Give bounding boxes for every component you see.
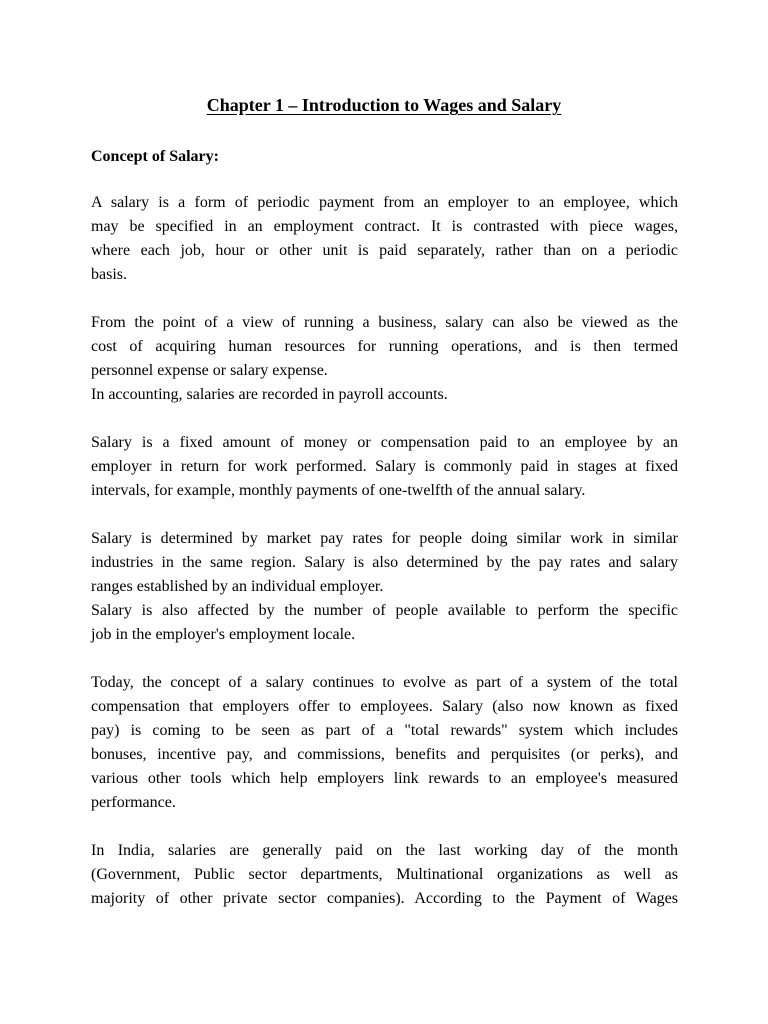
paragraph-line: where each job, hour or other unit is paid separately, rather than on a periodic (91, 242, 678, 259)
paragraph-line: job in the employer's employment locale. (91, 626, 356, 643)
paragraph-line: Salary is a fixed amount of money or compensation paid to an employee by an (91, 434, 678, 451)
paragraph-line: In India, salaries are generally paid on the last working day of the month (91, 842, 678, 859)
paragraph-line: In accounting, salaries are recorded in payroll accounts. (91, 386, 448, 403)
paragraph-line: Today, the concept of a salary continues to evolve as part of a system of the total (91, 674, 678, 691)
paragraph-line: compensation that employers offer to employees. Salary (also now known as fixed (91, 698, 678, 715)
paragraph-line: personnel expense or salary expense. (91, 362, 328, 379)
paragraph-line: various other tools which help employers link rewards to an employee's measured (91, 770, 678, 787)
paragraph-line: cost of acquiring human resources for running operations, and is then termed (91, 338, 678, 355)
paragraph-line: pay) is coming to be seen as part of a "total rewards" system which includes (91, 722, 678, 739)
paragraph-line: Salary is determined by market pay rates for people doing similar work in similar (91, 530, 678, 547)
paragraph-total-rewards (91, 671, 678, 815)
paragraph-line: performance. (91, 794, 176, 811)
paragraph-line: bonuses, incentive pay, and commissions, benefits and perquisites (or perks), and (91, 746, 678, 763)
paragraph-india-payment (91, 839, 678, 911)
paragraph-line: may be specified in an employment contract. It is contrasted with piece wages, (91, 218, 678, 235)
paragraph-line: ranges established by an individual employer. (91, 578, 384, 595)
chapter-title: Chapter 1 – Introduction to Wages and Salary (206, 95, 562, 115)
paragraph-line: intervals, for example, monthly payments of one-twelfth of the annual salary. (91, 482, 586, 499)
paragraph-line: employer in return for work performed. Salary is commonly paid in stages at fixed (91, 458, 678, 475)
paragraph-line: majority of other private sector companies). According to the Payment of Wages (91, 890, 678, 907)
paragraph-line: industries in the same region. Salary is also determined by the pay rates and salary (91, 554, 678, 571)
paragraph-salary-definition (91, 191, 678, 287)
paragraph-line: From the point of a view of running a business, salary can also be viewed as the (91, 314, 678, 331)
section-heading: Concept of Salary: (91, 148, 219, 165)
paragraph-line: A salary is a form of periodic payment from an employer to an employee, which (91, 194, 678, 211)
paragraph-market-rates (91, 527, 678, 647)
paragraph-fixed-amount (91, 431, 678, 503)
paragraph-line: Salary is also affected by the number of people available to perform the specific (91, 602, 678, 619)
paragraph-line: (Government, Public sector departments, Multinational organizations as well as (91, 866, 678, 883)
paragraph-line: basis. (91, 266, 127, 283)
paragraph-business-view (91, 311, 678, 407)
